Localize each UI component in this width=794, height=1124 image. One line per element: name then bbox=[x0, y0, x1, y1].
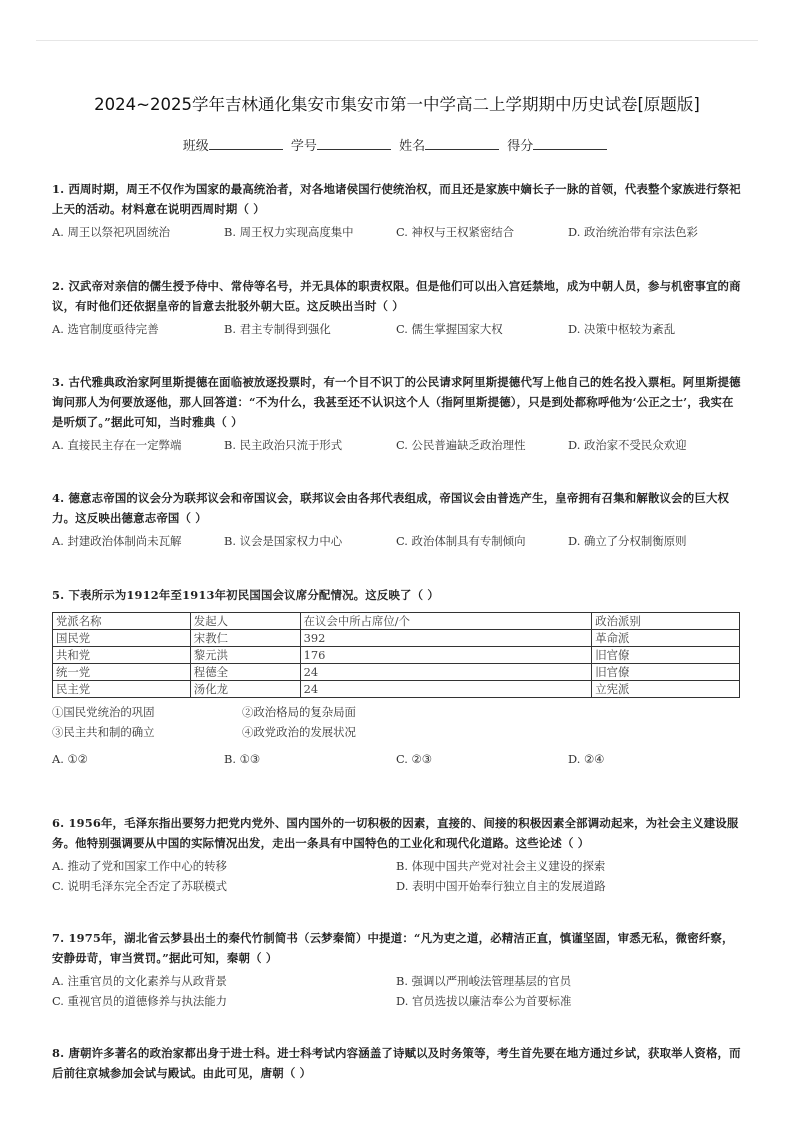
table-cell: 黎元洪 bbox=[190, 647, 300, 664]
option-list bbox=[52, 533, 742, 549]
statement-list bbox=[52, 704, 742, 740]
student-info-line bbox=[0, 135, 794, 154]
statement-2: ②政治格局的复杂局面 bbox=[242, 705, 356, 719]
table-row bbox=[53, 630, 740, 647]
option-d[interactable]: D. 政治家不受民众欢迎 bbox=[568, 438, 687, 452]
table-cell: 24 bbox=[300, 681, 592, 698]
option-c[interactable]: C. 重视官员的道德修养与执法能力 bbox=[52, 994, 228, 1008]
option-b[interactable]: B. 议会是国家权力中心 bbox=[224, 534, 343, 548]
table-cell: 旧官僚 bbox=[592, 647, 740, 664]
option-d[interactable]: D. 表明中国开始奉行独立自主的发展道路 bbox=[396, 879, 606, 893]
field-name-label: 姓名 bbox=[399, 139, 426, 154]
question-stem: 6. 1956年，毛泽东指出要努力把党内党外、国内国外的一切积极的因素，直接的、间接的积极因素全部调动起来，为社会主义建设服务。他特别强调要从中国的实际情况出发，走出一条具有中国特色的工业化和现代化道路。这些论述（ ） bbox=[52, 816, 739, 850]
question-stem: 8. 唐朝许多著名的政治家都出身于进士科。进士科考试内容涵盖了诗赋以及时务策等，考生首先要在地方通过乡试，获取举人资格，而后前往京城参加会试与殿试。由此可见，唐朝（ ） bbox=[52, 1046, 741, 1080]
table-cell: 立宪派 bbox=[592, 681, 740, 698]
table-cell: 程德全 bbox=[190, 664, 300, 681]
option-list bbox=[52, 437, 742, 453]
question-2 bbox=[52, 276, 742, 337]
option-c[interactable]: C. 说明毛泽东完全否定了苏联模式 bbox=[52, 879, 228, 893]
option-d[interactable]: D. 政治统治带有宗法色彩 bbox=[568, 225, 698, 239]
option-a[interactable]: A. 注重官员的文化素养与从政背景 bbox=[52, 974, 227, 988]
option-list bbox=[52, 224, 742, 240]
table-cell: 汤化龙 bbox=[190, 681, 300, 698]
question-stem: 3. 古代雅典政治家阿里斯提德在面临被放逐投票时，有一个目不识丁的公民请求阿里斯提德代写上他自己的姓名投入票柜。阿里斯提德询问那人为何要放逐他，那人回答道：“不为什么，我甚至还不认识这个人（指阿里斯提德），只是到处都称呼他为‘公正之士’，我实在是听烦了。”据此可知，当时雅典（ ） bbox=[52, 375, 741, 429]
option-c[interactable]: C. ②③ bbox=[396, 752, 432, 766]
option-c[interactable]: C. 儒生掌握国家大权 bbox=[396, 322, 503, 336]
option-c[interactable]: C. 政治体制具有专制倾向 bbox=[396, 534, 526, 548]
option-a[interactable]: A. ①② bbox=[52, 752, 88, 766]
option-a[interactable]: A. 周王以祭祀巩固统治 bbox=[52, 225, 170, 239]
option-c[interactable]: C. 神权与王权紧密结合 bbox=[396, 225, 515, 239]
option-list bbox=[52, 321, 742, 337]
question-8 bbox=[52, 1043, 742, 1083]
field-score-blank[interactable] bbox=[533, 137, 607, 150]
question-stem: 4. 德意志帝国的议会分为联邦议会和帝国议会，联邦议会由各邦代表组成，帝国议会由普选产生，皇帝拥有召集和解散议会的巨大权力。这反映出德意志帝国（ ） bbox=[52, 491, 730, 525]
statement-3: ③民主共和制的确立 bbox=[52, 725, 155, 739]
field-score-label: 得分 bbox=[507, 139, 534, 154]
option-d[interactable]: D. 官员选拔以廉洁奉公为首要标准 bbox=[396, 994, 572, 1008]
option-a[interactable]: A. 选官制度亟待完善 bbox=[52, 322, 159, 336]
table-cell: 176 bbox=[300, 647, 592, 664]
table-row bbox=[53, 664, 740, 681]
table-header-cell: 在议会中所占席位/个 bbox=[300, 613, 592, 630]
option-b[interactable]: B. 君主专制得到强化 bbox=[224, 322, 331, 336]
table-cell: 392 bbox=[300, 630, 592, 647]
option-a[interactable]: A. 推动了党和国家工作中心的转移 bbox=[52, 859, 227, 873]
page-title: 2024~2025学年吉林通化集安市集安市第一中学高二上学期期中历史试卷[原题版] bbox=[94, 95, 700, 114]
option-list bbox=[52, 973, 742, 1009]
table-cell: 24 bbox=[300, 664, 592, 681]
table-cell: 革命派 bbox=[592, 630, 740, 647]
option-b[interactable]: B. 周王权力实现高度集中 bbox=[224, 225, 354, 239]
field-class-label: 班级 bbox=[182, 139, 209, 154]
table-cell: 统一党 bbox=[53, 664, 191, 681]
option-c[interactable]: C. 公民普遍缺乏政治理性 bbox=[396, 438, 526, 452]
option-d[interactable]: D. 确立了分权制衡原则 bbox=[568, 534, 687, 548]
field-class-blank[interactable] bbox=[209, 137, 283, 150]
option-d[interactable]: D. ②④ bbox=[568, 752, 605, 766]
seat-distribution-table bbox=[52, 612, 740, 698]
table-cell: 旧官僚 bbox=[592, 664, 740, 681]
option-list bbox=[52, 858, 742, 894]
question-stem: 2. 汉武帝对亲信的儒生授予侍中、常侍等名号，并无具体的职责权限。但是他们可以出入宫廷禁地，成为中朝人员，参与机密事宜的商议，有时他们还依据皇帝的旨意去批驳外朝大臣。这反映出当时（ ） bbox=[52, 279, 741, 313]
statement-4: ④政党政治的发展状况 bbox=[242, 725, 356, 739]
table-header-row bbox=[53, 613, 740, 630]
option-b[interactable]: B. 强调以严刑峻法管理基层的官员 bbox=[396, 974, 572, 988]
table-header-cell: 发起人 bbox=[190, 613, 300, 630]
table-cell: 民主党 bbox=[53, 681, 191, 698]
table-header-cell: 党派名称 bbox=[53, 613, 191, 630]
question-7 bbox=[52, 928, 742, 1009]
table-row bbox=[53, 681, 740, 698]
question-stem: 5. 下表所示为1912年至1913年初民国国会议席分配情况。这反映了（ ） bbox=[52, 588, 439, 602]
table-header-cell: 政治派别 bbox=[592, 613, 740, 630]
field-number-label: 学号 bbox=[290, 139, 317, 154]
field-number-blank[interactable] bbox=[317, 137, 391, 150]
question-stem: 1. 西周时期，周王不仅作为国家的最高统治者，对各地诸侯国行使统治权，而且还是家族中嫡长子一脉的首领，代表整个家族进行祭祀上天的活动。材料意在说明西周时期（ ） bbox=[52, 182, 741, 216]
table-cell: 国民党 bbox=[53, 630, 191, 647]
option-b[interactable]: B. ①③ bbox=[224, 752, 261, 766]
top-divider bbox=[36, 40, 758, 41]
table-cell: 宋教仁 bbox=[190, 630, 300, 647]
field-name-blank[interactable] bbox=[425, 137, 499, 150]
option-a[interactable]: A. 封建政治体制尚未瓦解 bbox=[52, 534, 182, 548]
table-row bbox=[53, 647, 740, 664]
option-b[interactable]: B. 民主政治只流于形式 bbox=[224, 438, 343, 452]
question-5 bbox=[52, 585, 742, 766]
question-3 bbox=[52, 372, 742, 453]
question-4 bbox=[52, 488, 742, 549]
statement-1: ①国民党统治的巩固 bbox=[52, 705, 155, 719]
question-stem: 7. 1975年，湖北省云梦县出土的秦代竹制简书（云梦秦简）中提道：“凡为吏之道，必精洁正直，慎谨坚固，审悉无私，微密纤察，安静毋苛，审当赏罚。”据此可知，秦朝（ ） bbox=[52, 931, 734, 965]
option-d[interactable]: D. 决策中枢较为紊乱 bbox=[568, 322, 676, 336]
table-cell: 共和党 bbox=[53, 647, 191, 664]
question-1 bbox=[52, 179, 742, 240]
question-6 bbox=[52, 813, 742, 894]
option-list bbox=[52, 752, 742, 766]
option-a[interactable]: A. 直接民主存在一定弊端 bbox=[52, 438, 182, 452]
option-b[interactable]: B. 体现中国共产党对社会主义建设的探索 bbox=[396, 859, 606, 873]
